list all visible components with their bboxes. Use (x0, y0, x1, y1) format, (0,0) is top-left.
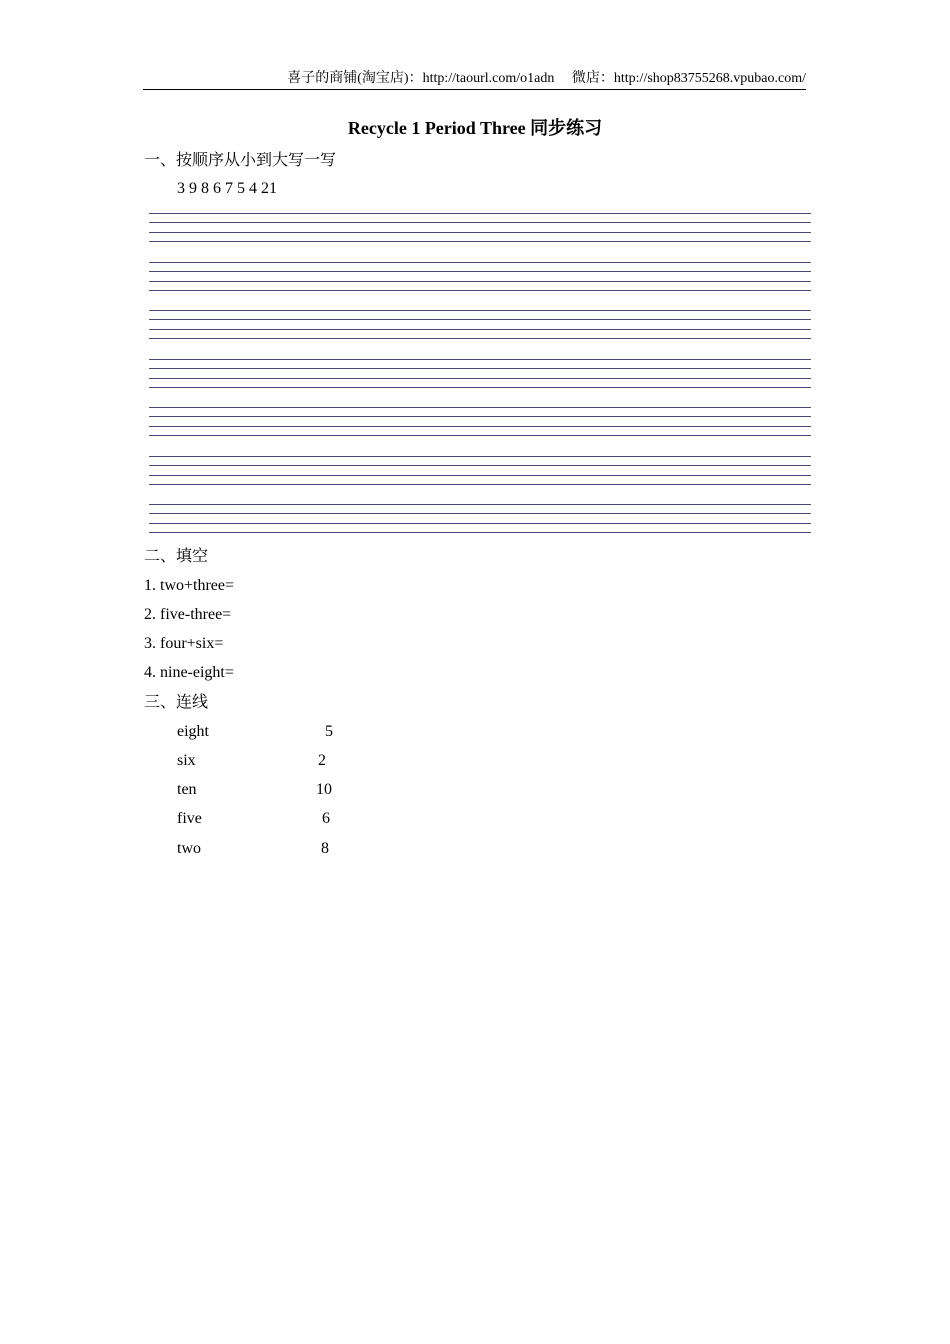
writing-line-group[interactable] (149, 358, 811, 388)
guide-line (149, 407, 811, 408)
guide-line (149, 329, 811, 330)
fill-blank-item: 1. two+three= (144, 577, 235, 594)
match-number: 5 (325, 723, 333, 740)
guide-line (149, 338, 811, 339)
match-word: six (177, 752, 196, 769)
guide-line (149, 281, 811, 282)
guide-line (149, 387, 811, 388)
match-word: five (177, 810, 202, 827)
guide-line (149, 262, 811, 263)
writing-line-group[interactable] (149, 261, 811, 291)
guide-line (149, 368, 811, 369)
fill-blank-item: 2. five-three= (144, 606, 232, 623)
writing-line-group[interactable] (149, 503, 811, 533)
guide-line (149, 475, 811, 476)
guide-line (149, 222, 811, 223)
section1-heading: 一、按顺序从小到大写一写 (144, 152, 337, 169)
writing-line-group[interactable] (149, 455, 811, 485)
guide-line (149, 359, 811, 360)
fill-blank-item: 3. four+six= (144, 635, 224, 652)
fill-blank-item: 4. nine-eight= (144, 664, 234, 681)
guide-line (149, 456, 811, 457)
guide-line (149, 465, 811, 466)
match-number: 10 (316, 781, 332, 798)
match-word: ten (177, 781, 197, 798)
header-rule (143, 89, 806, 90)
guide-line (149, 290, 811, 291)
page-header: 喜子的商铺(淘宝店)：http://taourl.com/o1adn 微店：http://shop83755268.vpubao.com/ (287, 71, 806, 86)
section3-heading: 三、连线 (144, 694, 209, 711)
guide-line (149, 504, 811, 505)
guide-line (149, 435, 811, 436)
match-number: 8 (321, 840, 329, 857)
match-number: 2 (318, 752, 326, 769)
guide-line (149, 416, 811, 417)
writing-line-group[interactable] (149, 406, 811, 436)
match-word: two (177, 840, 201, 857)
guide-line (149, 523, 811, 524)
guide-line (149, 319, 811, 320)
writing-line-group[interactable] (149, 309, 811, 339)
guide-line (149, 426, 811, 427)
guide-line (149, 378, 811, 379)
match-number: 6 (322, 810, 330, 827)
page-title: Recycle 1 Period Three 同步练习 (347, 118, 603, 138)
guide-line (149, 232, 811, 233)
number-sequence: 3 9 8 6 7 5 4 21 (177, 180, 277, 197)
guide-line (149, 513, 811, 514)
handwriting-lines[interactable] (149, 212, 811, 530)
section2-heading: 二、填空 (144, 548, 209, 565)
guide-line (149, 271, 811, 272)
guide-line (149, 310, 811, 311)
guide-line (149, 213, 811, 214)
guide-line (149, 484, 811, 485)
guide-line (149, 532, 811, 533)
match-word: eight (177, 723, 209, 740)
writing-line-group[interactable] (149, 212, 811, 242)
guide-line (149, 241, 811, 242)
